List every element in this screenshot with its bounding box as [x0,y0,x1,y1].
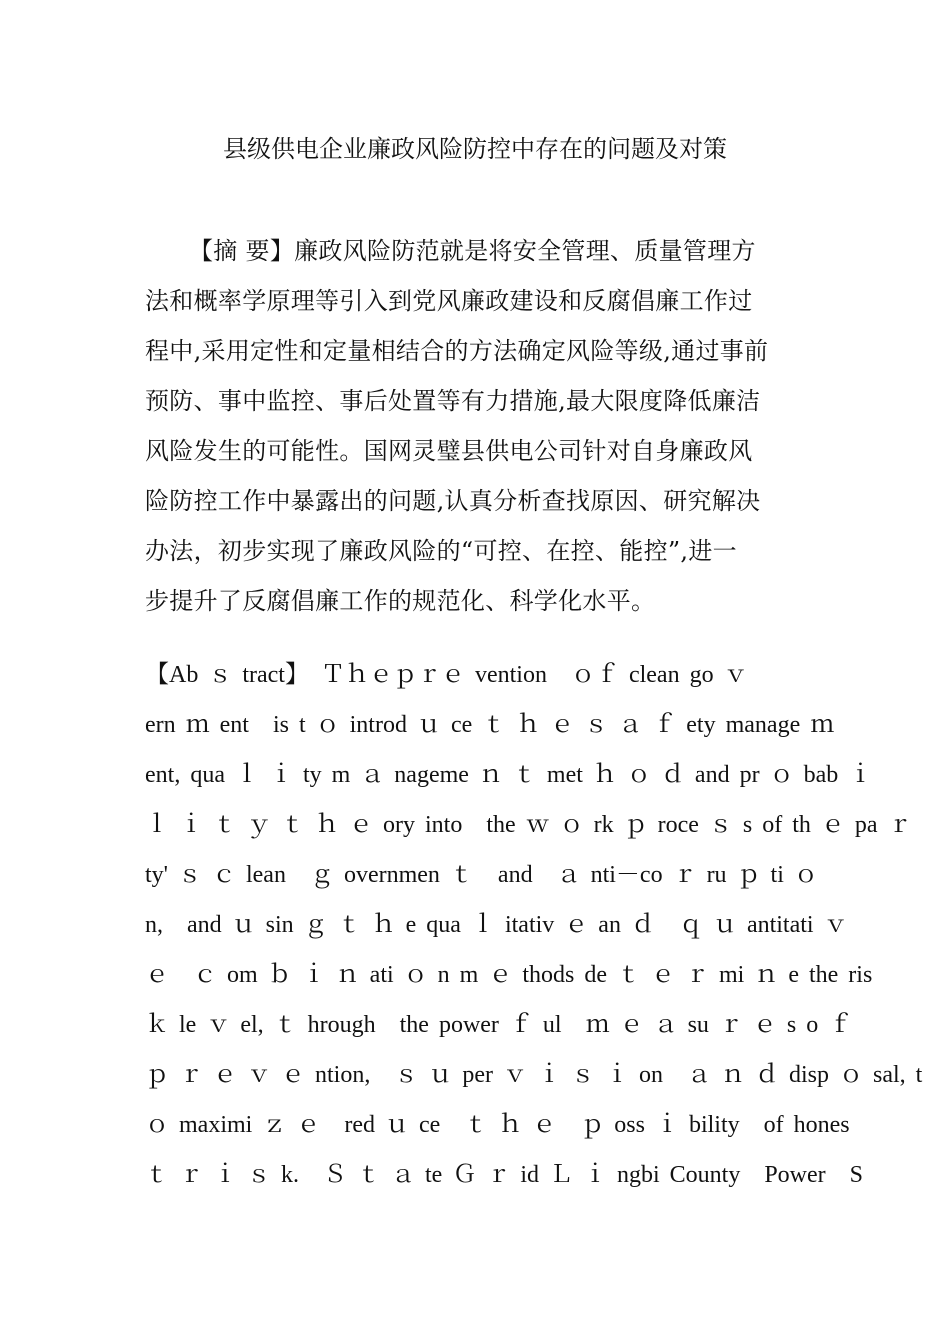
abstract-en-line: ern ｍ ent is t ｏ introd ｕ ce ｔ ｈ ｅ ｓ ａ ｆ ety manage ｍ [145,712,835,738]
abstract-cn-line: 步提升了反腐倡廉工作的规范化、科学化水平。 [145,587,656,615]
abstract-cn-line: 办法，初步实现了廉政风险的“可控、在控、能控”,进一 [145,537,737,565]
abstract-en-line: ｌ ｉ ｔ ｙ ｔ ｈ ｅ ory into the ｗ ｏ rk ｐ roce ｓ s of th ｅ pa ｒ [145,812,912,838]
abstract-cn-line: 法和概率学原理等引入到党风廉政建设和反腐倡廉工作过 [145,287,753,315]
abstract-en-line: ｔ ｒ ｉ ｓ k. Ｓ ｔ ａ te Ｇ ｒ id Ｌ ｉ ngbi County Power S [145,1162,864,1188]
abstract-cn-line: 险防控工作中暴露出的问题,认真分析查找原因、研究解决 [145,487,761,515]
abstract-en-line: ｐ ｒ ｅ ｖ ｅ ntion, ｓ ｕ per ｖ ｉ ｓ ｉ on ａ ｎ ｄ disp ｏ sal, t [145,1062,923,1088]
abstract-cn-line: 【摘 要】廉政风险防范就是将安全管理、质量管理方 [189,237,756,265]
abstract-en-line: ｏ maximi ｚ ｅ red ｕ ce ｔ ｈ ｅ ｐ oss ｉ bility of hones [145,1112,850,1138]
abstract-en-line: n, and ｕ sin ｇ ｔ ｈ e qua ｌ itativ ｅ an ｄ ｑ ｕ antitati ｖ [145,912,848,938]
abstract-en-line: ent, qua ｌ ｉ ty m ａ nageme ｎ ｔ met ｈ ｏ ｄ and pr ｏ bab ｉ [145,762,873,788]
abstract-chinese [145,226,805,626]
document-title: 县级供电企业廉政风险防控中存在的问题及对策 [223,135,727,163]
abstract-en-line: ｅ ｃ om ｂ ｉ ｎ ati ｏ n m ｅ thods de ｔ ｅ ｒ mi ｎ e the ris [145,962,873,988]
abstract-cn-line: 预防、事中监控、事后处置等有力措施,最大限度降低廉洁 [145,387,761,415]
abstract-cn-line: 风险发生的可能性。国网灵璧县供电公司针对自身廉政风 [145,437,753,465]
abstract-en-line: ty' ｓ ｃ lean ｇ overnmen ｔ and ａ nti－co ｒ ru ｐ ti ｏ [145,862,818,888]
abstract-english [145,650,923,1200]
abstract-en-line: ｋ le ｖ el, ｔ hrough the power ｆ ul ｍ ｅ ａ su ｒ ｅ s o ｆ [145,1012,853,1038]
abstract-en-line: 【Ab ｓ tract】 Ｔｈｅｐｒｅ vention ｏｆ clean go ｖ [145,662,748,688]
abstract-cn-line: 程中,采用定性和定量相结合的方法确定风险等级,通过事前 [145,337,769,365]
